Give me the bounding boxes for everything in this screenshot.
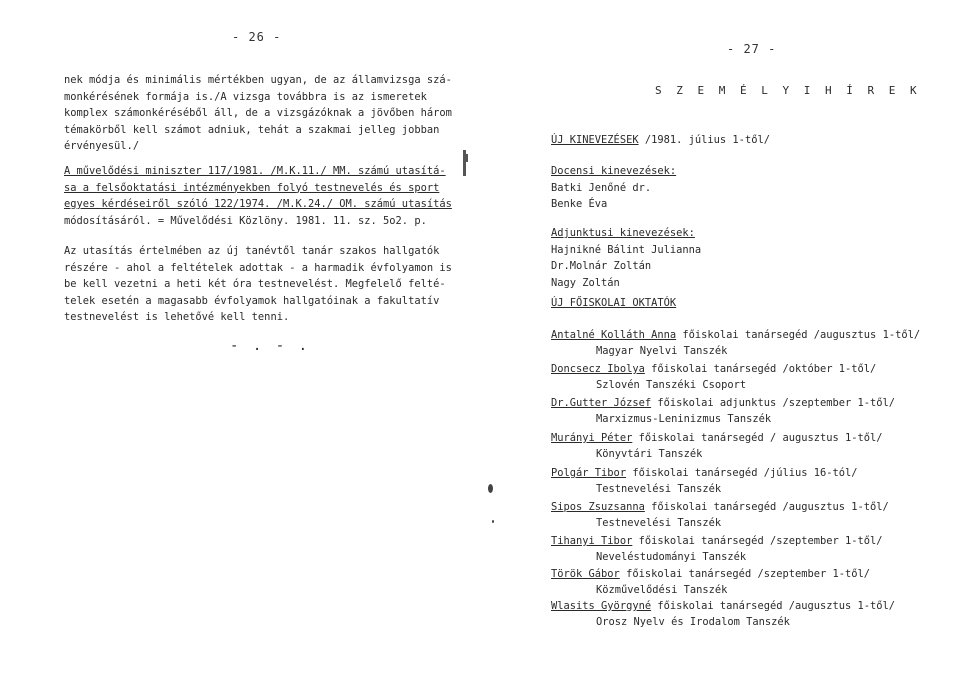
text-line: testnevelést is lehetővé kell tenni.	[64, 311, 290, 323]
adjunct-name: Dr.Molnár Zoltán	[551, 260, 652, 272]
text-line: sa a felsőoktatási intézményekben folyó testnevelés és sport	[64, 181, 440, 194]
page-number-right: - 27 -	[727, 42, 777, 56]
instructor-entry	[551, 395, 895, 427]
text-line: módosításáról. = Művelődési Közlöny. 1981. 11. sz. 5o2. p.	[64, 214, 427, 227]
right-page	[480, 0, 960, 682]
new-appointments-label: ÚJ KINEVEZÉSEK	[551, 134, 639, 146]
text-line: nek módja és minimális mértékben ugyan, de az államvizsga szá-	[64, 74, 452, 86]
instructor-name: Antalné Kolláth Anna	[551, 329, 677, 341]
instructor-department: Marxizmus-Leninizmus Tanszék	[596, 413, 772, 425]
text-line: érvényesül./	[64, 140, 140, 152]
instructor-name: Polgár Tibor	[551, 467, 627, 479]
intro-paragraph	[64, 72, 452, 155]
instructor-name: Doncsecz Ibolya	[551, 363, 645, 375]
text-line: telek esetén a magasabb évfolyamok hallgatóinak a fakultatív	[64, 294, 440, 307]
text-line: monkérésének formája is./A vizsga továbbra is az ismeretek	[64, 90, 427, 103]
instructor-entry	[551, 430, 883, 462]
instructor-entry	[551, 327, 920, 359]
instructor-name: Murányi Péter	[551, 432, 633, 444]
text-line: témakörből kell számot adniuk, tehát a szakmai jelleg jobban	[64, 123, 440, 136]
section-heading: S Z E M É L Y I H Í R E K	[655, 84, 921, 97]
page-number-left: - 26 -	[232, 30, 282, 44]
instructor-position: főiskolai tanársegéd /szeptember 1-től/	[619, 568, 871, 580]
text-line: be kell vezetni a heti két óra testnevelést. Megfelelő felté-	[64, 278, 446, 290]
instructor-position: főiskolai tanársegéd /szeptember 1-től/	[632, 535, 883, 547]
instructor-name: Dr.Gutter József	[551, 397, 652, 409]
instructor-entry	[551, 465, 858, 497]
instructor-name: Török Gábor	[551, 568, 620, 580]
instructor-department: Neveléstudományi Tanszék	[596, 551, 747, 563]
instructor-department: Testnevelési Tanszék	[596, 483, 722, 495]
new-appointments-line	[551, 132, 770, 149]
instructor-department: Szlovén Tanszéki Csoport	[596, 379, 747, 391]
instructor-department: Közművelődési Tanszék	[596, 584, 728, 596]
instructor-department: Orosz Nyelv és Irodalom Tanszék	[596, 616, 790, 628]
instructor-entry	[551, 598, 895, 630]
docent-list	[551, 163, 676, 213]
adjunct-name: Hajnikné Bálint Julianna	[551, 243, 702, 256]
instructor-department: Testnevelési Tanszék	[596, 517, 722, 529]
instructor-department: Könyvtári Tanszék	[596, 448, 703, 460]
instructor-name: Wlasits Györgyné	[551, 600, 652, 612]
instructor-position: főiskolai tanársegéd /augusztus 1-től/	[651, 600, 896, 612]
adjunct-list	[551, 225, 701, 291]
instructor-entry	[551, 361, 876, 393]
new-instructors-label: ÚJ FŐISKOLAI OKTATÓK	[551, 297, 677, 309]
docent-name: Batki Jenőné dr.	[551, 181, 652, 194]
body-paragraph	[64, 243, 452, 326]
instructor-entry	[551, 566, 870, 598]
new-appointments-date: /1981. július 1-től/	[638, 134, 770, 146]
text-line: komplex számonkéréséből áll, de a vizsgázóknak a jövőben három	[64, 107, 452, 119]
docent-label: Docensi kinevezések:	[551, 165, 677, 177]
scan-speck	[492, 520, 494, 523]
instructor-position: főiskolai tanársegéd / augusztus 1-től/	[632, 432, 883, 444]
text-line: A művelődési miniszter 117/1981. /M.K.11./ MM. számú utasítá-	[64, 165, 446, 177]
instructor-position: főiskolai tanársegéd /augusztus 1-től/	[644, 501, 889, 513]
section-separator: - . - .	[230, 338, 311, 354]
scan-mark	[466, 154, 468, 162]
instructor-position: főiskolai tanársegéd /július 16-tól/	[626, 467, 858, 479]
instructor-position: főiskolai tanársegéd /október 1-től/	[644, 363, 877, 375]
docent-name: Benke Éva	[551, 198, 608, 210]
scan-speck	[488, 484, 493, 493]
instructor-name: Sipos Zsuzsanna	[551, 501, 645, 513]
adjunct-name: Nagy Zoltán	[551, 276, 620, 289]
decree-citation	[64, 163, 452, 229]
instructor-name: Tihanyi Tibor	[551, 535, 633, 547]
instructor-entry	[551, 499, 889, 531]
text-line: egyes kérdéseiről szóló 122/1974. /M.K.24./ OM. számú utasítás	[64, 198, 452, 210]
text-line: részére - ahol a feltételek adottak - a harmadik évfolyamon is	[64, 261, 452, 274]
instructor-entry	[551, 533, 883, 565]
text-line: Az utasítás értelmében az új tanévtől tanár szakos hallgatók	[64, 245, 440, 257]
instructor-position: főiskolai tanársegéd /augusztus 1-től/	[676, 329, 921, 341]
instructor-department: Magyar Nyelvi Tanszék	[596, 345, 728, 357]
adjunct-label: Adjunktusi kinevezések:	[551, 227, 695, 239]
instructor-position: főiskolai adjunktus /szeptember 1-től/	[651, 397, 896, 409]
